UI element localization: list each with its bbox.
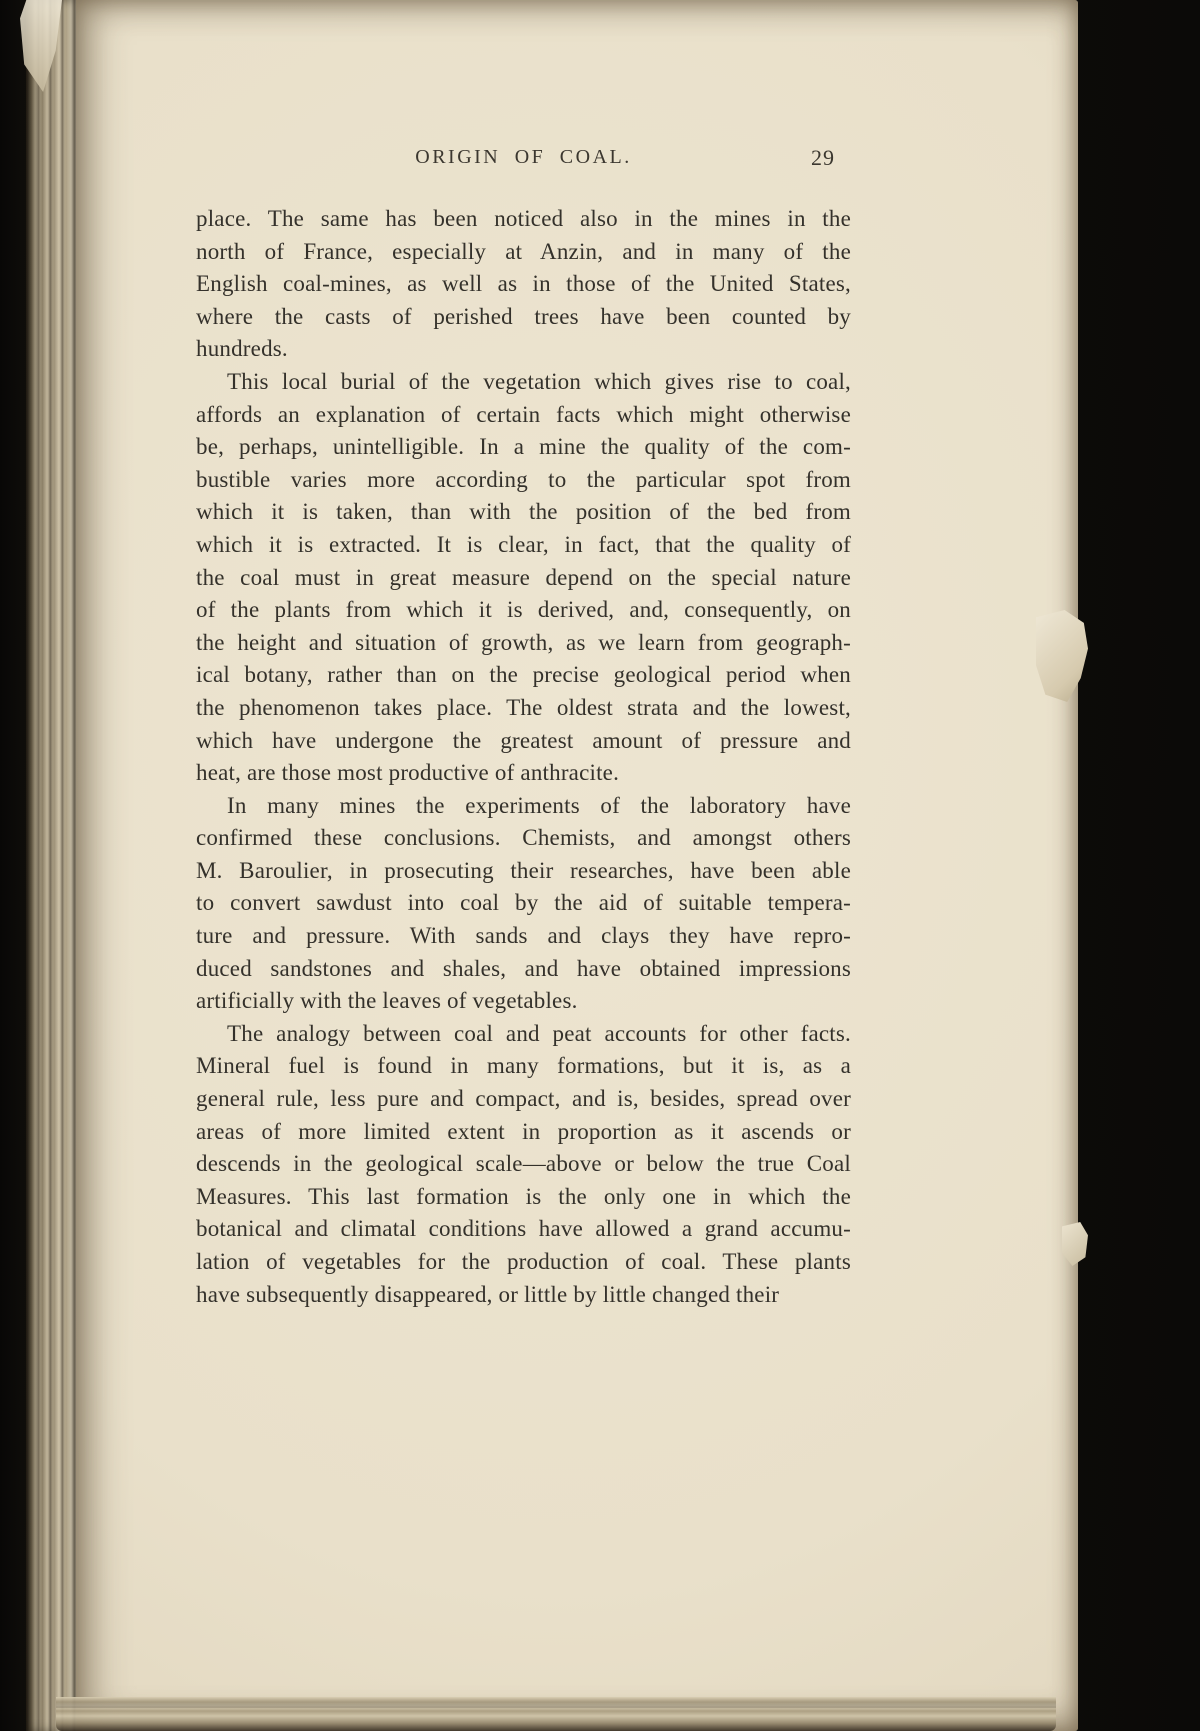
text-line: the height and situation of growth, as we learn from geograph- [196,629,851,655]
text-line: heat, are those most productive of anthracite. [196,760,620,786]
text-line: affords an explanation of certain facts which might otherwise [196,401,851,427]
text-line: artificially with the leaves of vegetables. [196,988,578,1014]
text-line: Measures. This last formation is the only one in which the [196,1183,851,1209]
text-line: north of France, especially at Anzin, and in many of the [196,238,851,264]
running-title: ORIGIN OF COAL. [415,146,632,168]
text-line: have subsequently disappeared, or little by little changed their [196,1281,780,1307]
book-page [76,0,1078,1731]
text-line: to convert sawdust into coal by the aid of suitable tempera- [196,890,851,916]
text-line: confirmed these conclusions. Chemists, and amongst others [196,825,851,851]
bottom-page-stack [56,1697,1056,1731]
text-line: duced sandstones and shales, and have obtained impressions [196,955,851,981]
text-line: M. Baroulier, in prosecuting their researches, have been able [196,857,851,883]
text-line: hundreds. [196,336,288,362]
text-line: English coal-mines, as well as in those of the United States, [196,271,851,297]
text-line: general rule, less pure and compact, and is, besides, spread over [196,1086,851,1112]
page-edge-stack [26,0,80,1731]
text-line: lation of vegetables for the production of coal. These plants [196,1249,851,1274]
text-line: In many mines the experiments of the laboratory have [227,792,851,818]
text-line: the coal must in great measure depend on the special nature [196,564,851,590]
text-line: of the plants from which it is derived, and, consequently, on [196,597,851,623]
text-line: This local burial of the vegetation which gives rise to coal, [227,368,851,394]
text-line: be, perhaps, unintelligible. In a mine the quality of the com- [196,434,851,460]
text-line: areas of more limited extent in proportion as it ascends or [196,1118,851,1144]
page-body [196,203,851,1311]
text-line: the phenomenon takes place. The oldest strata and the lowest, [196,694,851,720]
text-line: botanical and climatal conditions have allowed a grand accumu- [196,1216,851,1242]
text-line: descends in the geological scale—above or below the true Coal [196,1151,851,1177]
text-line: The analogy between coal and peat accounts for other facts. [227,1020,851,1046]
text-line: ical botany, rather than on the precise geological period when [196,662,851,688]
text-line: ture and pressure. With sands and clays they have repro- [196,923,851,949]
text-line: which have undergone the greatest amount of pressure and [196,727,851,753]
text-line: which it is extracted. It is clear, in fact, that the quality of [196,531,851,557]
text-line: place. The same has been noticed also in the mines in the [196,206,851,231]
text-block [196,146,851,1311]
text-line: bustible varies more according to the particular spot from [196,466,851,492]
page-tear [1036,610,1088,702]
text-line: Mineral fuel is found in many formations, but it is, as a [196,1053,851,1079]
page-header [196,146,851,176]
text-line: where the casts of perished trees have been counted by [196,303,851,329]
page-number: 29 [811,145,835,170]
text-line: which it is taken, than with the position of the bed from [196,499,851,525]
